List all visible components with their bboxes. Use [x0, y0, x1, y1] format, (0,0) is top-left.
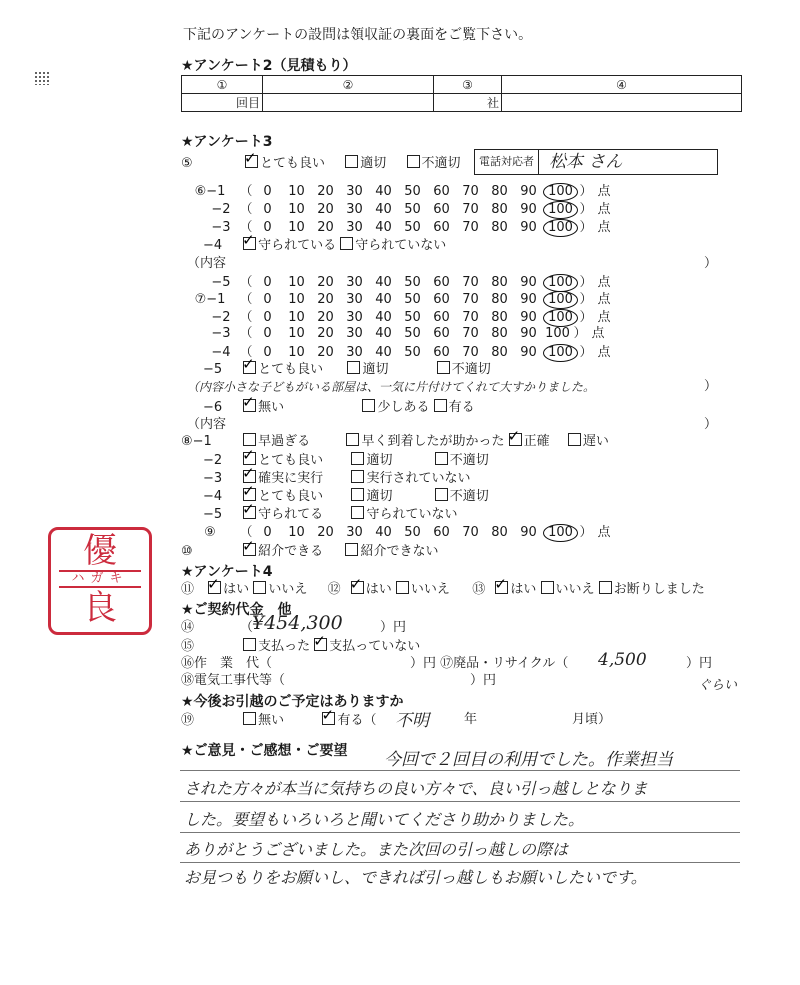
r82-bad-check[interactable]: [435, 452, 448, 465]
score-option[interactable]: 60: [433, 275, 450, 290]
scale-close: ）: [579, 275, 593, 290]
score-option[interactable]: 50: [404, 184, 421, 199]
score-option[interactable]: 10: [288, 292, 305, 307]
r85-row: [181, 506, 457, 523]
r82-good: とても良い: [258, 453, 324, 468]
future-year-value: 不明: [395, 711, 429, 731]
score-option[interactable]: 20: [317, 184, 334, 199]
q12-yes-check[interactable]: [351, 581, 364, 594]
r75-label: −5: [203, 362, 223, 377]
r10-cannot: 紹介できない: [360, 544, 439, 559]
scale-open: （: [239, 184, 253, 199]
r83-notdone-check[interactable]: [351, 470, 364, 483]
scale-close: ）: [579, 220, 593, 235]
scan-speckle: [34, 71, 50, 85]
score-option[interactable]: 40: [375, 525, 392, 540]
r10-cannot-check[interactable]: [345, 543, 358, 556]
score-option[interactable]: 10: [288, 326, 305, 341]
score-option[interactable]: 10: [288, 310, 305, 325]
score-option[interactable]: 20: [317, 220, 334, 235]
score-option[interactable]: 80: [491, 202, 508, 217]
score-option[interactable]: 50: [404, 525, 421, 540]
score-option[interactable]: 10: [288, 184, 305, 199]
paid: 支払った: [258, 639, 311, 654]
score-option[interactable]: 0: [263, 345, 272, 360]
r82-bad: 不適切: [449, 453, 489, 468]
scale-open: （: [239, 326, 253, 341]
score-option[interactable]: 100: [543, 344, 578, 362]
score-option[interactable]: 90: [520, 292, 537, 307]
r84-bad-check[interactable]: [435, 488, 448, 501]
r81-exact-check[interactable]: [509, 433, 522, 446]
stamp-bottom: 良: [83, 588, 117, 628]
q13-yes: はい: [510, 582, 537, 597]
score-option[interactable]: 0: [263, 525, 272, 540]
score-option[interactable]: 20: [317, 525, 334, 540]
contract-n14: ⑭: [181, 620, 195, 635]
q5-good-check[interactable]: [245, 155, 258, 168]
score-row-label: ⑦−1: [194, 292, 226, 307]
scale-close: ）: [573, 326, 587, 341]
score-option[interactable]: 40: [375, 292, 392, 307]
score-option[interactable]: 60: [433, 326, 450, 341]
r76-little: 少しある: [377, 400, 430, 415]
score-row-label: ⑨: [204, 525, 216, 540]
r64-close: ）: [704, 256, 718, 271]
score-option[interactable]: 40: [375, 345, 392, 360]
r75-ok: 適切: [362, 362, 389, 377]
score-option[interactable]: 100: [543, 201, 578, 219]
estimate-table: [181, 75, 742, 112]
q11-no: いいえ: [268, 582, 308, 597]
score-option[interactable]: 0: [263, 184, 272, 199]
score-option[interactable]: 30: [346, 345, 363, 360]
r75-close: ）: [704, 379, 718, 394]
score-option[interactable]: 0: [263, 220, 272, 235]
paid-check[interactable]: [243, 638, 256, 651]
scale-close: ）: [579, 345, 593, 360]
score-option[interactable]: 30: [346, 220, 363, 235]
r81-label: ⑧−1: [181, 434, 212, 449]
score-option[interactable]: 100: [543, 219, 578, 237]
q5-bad-check[interactable]: [407, 155, 420, 168]
comment-rule-3: [180, 832, 740, 833]
r82-row: [181, 452, 489, 469]
r84-good: とても良い: [258, 489, 324, 504]
r76-content: （内容: [187, 417, 227, 432]
score-option[interactable]: 50: [404, 310, 421, 325]
r82-ok-check[interactable]: [351, 452, 364, 465]
future-none: 無い: [258, 713, 285, 728]
r83-done: 確実に実行: [258, 471, 324, 486]
score-unit: 点: [597, 292, 611, 307]
score-row-label: −2: [211, 202, 231, 217]
score-option[interactable]: 60: [433, 345, 450, 360]
score-unit: 点: [597, 202, 611, 217]
recycle-amount: 4,500: [598, 650, 647, 670]
score-option[interactable]: 70: [462, 292, 479, 307]
score-option[interactable]: 20: [317, 292, 334, 307]
score-option[interactable]: 80: [491, 326, 508, 341]
r75-good-check[interactable]: [243, 361, 256, 374]
score-option[interactable]: 10: [288, 345, 305, 360]
score-row-label: −3: [211, 220, 231, 235]
q4-row: [181, 581, 705, 598]
comment-line-2: された方々が本当に気持ちの良い方々で、良い引っ越しとなりま: [184, 779, 648, 798]
score-option[interactable]: 80: [491, 184, 508, 199]
score-row-label: −4: [211, 345, 231, 360]
score-option[interactable]: 70: [462, 184, 479, 199]
q5-good: とても良い: [259, 156, 325, 171]
future-none-check[interactable]: [243, 712, 256, 725]
rating-stamp: [48, 527, 152, 635]
score-option[interactable]: 10: [288, 525, 305, 540]
est-company: 社: [434, 94, 502, 112]
est-col-3: ③: [434, 76, 502, 94]
comments-title: ★ご意見・ご感想・ご要望: [181, 743, 348, 759]
est-col-2: ②: [263, 76, 434, 94]
r75-ok-check[interactable]: [347, 361, 360, 374]
score-option[interactable]: 100: [543, 183, 578, 201]
r81-early: 早過ぎる: [258, 434, 311, 449]
q11-num: ⑪: [181, 582, 195, 597]
est-col-1: ①: [182, 76, 263, 94]
score-option[interactable]: 90: [520, 345, 537, 360]
score-row: [181, 291, 614, 309]
score-option[interactable]: 30: [346, 310, 363, 325]
r76-none-check[interactable]: [243, 399, 256, 412]
r76-little-check[interactable]: [362, 399, 375, 412]
r83-row: [181, 470, 470, 487]
q5-row: [181, 155, 461, 172]
scale-open: （: [239, 202, 253, 217]
comment-rule-2: [180, 801, 740, 802]
r64-row: [181, 237, 446, 254]
score-option[interactable]: 70: [462, 310, 479, 325]
score-option[interactable]: 10: [288, 275, 305, 290]
score-option[interactable]: 90: [520, 275, 537, 290]
score-unit: 点: [591, 326, 605, 341]
q13-num: ⑬: [472, 582, 486, 597]
score-option[interactable]: 90: [520, 202, 537, 217]
scale-open: （: [239, 345, 253, 360]
comment-line-5: お見つもりをお願いし、できれば引っ越しもお願いしたいです。: [184, 868, 647, 887]
r85-notkept: 守られていない: [366, 507, 458, 522]
r10-can: 紹介できる: [258, 544, 324, 559]
q4-title: ★アンケート4: [181, 564, 273, 580]
score-option[interactable]: 70: [462, 275, 479, 290]
r85-label: −5: [203, 507, 223, 522]
r76-yes: 有る: [448, 400, 475, 415]
score-option[interactable]: 20: [317, 310, 334, 325]
score-unit: 点: [597, 275, 611, 290]
comment-line-4: ありがとうございました。また次回の引っ越しの際は: [184, 840, 569, 859]
r85-notkept-check[interactable]: [351, 506, 364, 519]
q13-no-check[interactable]: [541, 581, 554, 594]
q12-no: いいえ: [410, 582, 450, 597]
score-option[interactable]: 30: [346, 184, 363, 199]
r64-kept: 守られている: [258, 238, 337, 253]
score-option[interactable]: 0: [263, 292, 272, 307]
est-cell-2: [263, 94, 434, 112]
score-row: [181, 201, 614, 219]
stamp-top: 優: [83, 531, 117, 571]
score-option[interactable]: 30: [346, 202, 363, 217]
comment-rule-1: [180, 770, 740, 771]
score-option[interactable]: 10: [288, 220, 305, 235]
score-option[interactable]: 0: [263, 310, 272, 325]
n17: ）円 ⑰廃品・リサイクル（: [410, 656, 569, 671]
score-option[interactable]: 10: [288, 202, 305, 217]
r76-row: [181, 399, 475, 416]
q12-no-check[interactable]: [396, 581, 409, 594]
contract-title: ★ご契約代金 他: [181, 602, 292, 618]
r75-good: とても良い: [258, 362, 324, 377]
score-option[interactable]: 60: [433, 310, 450, 325]
r64-notkept: 守られていない: [355, 238, 447, 253]
r76-label: −6: [203, 400, 223, 415]
yen3: ）円: [470, 673, 497, 688]
score-row-label: ⑥−1: [194, 184, 226, 199]
r76-yes-check[interactable]: [434, 399, 447, 412]
score-option[interactable]: 100: [543, 291, 578, 309]
score-option[interactable]: 50: [404, 345, 421, 360]
r84-label: −4: [203, 489, 223, 504]
score-option[interactable]: 70: [462, 202, 479, 217]
est-times: 回目: [182, 94, 263, 112]
r75-bad-check[interactable]: [437, 361, 450, 374]
r64-label: −4: [203, 238, 223, 253]
q12-yes: はい: [365, 582, 392, 597]
scale-close: ）: [579, 310, 593, 325]
score-row: [181, 274, 614, 292]
score-row: [181, 309, 614, 327]
future-year: 年: [464, 712, 478, 727]
score-option[interactable]: 50: [404, 202, 421, 217]
scale-open: （: [239, 220, 253, 235]
unpaid: 支払っていない: [329, 639, 421, 654]
score-option[interactable]: 30: [346, 292, 363, 307]
r84-ok: 適切: [366, 489, 393, 504]
unpaid-check[interactable]: [314, 638, 327, 651]
score-option[interactable]: 90: [520, 184, 537, 199]
approx-note: ぐらい: [698, 678, 738, 693]
score-unit: 点: [597, 184, 611, 199]
score-option[interactable]: 70: [462, 326, 479, 341]
r84-ok-check[interactable]: [351, 488, 364, 501]
future-month: 月頃）: [572, 712, 612, 727]
comment-line-3: した。要望もいろいろと聞いてくださり助かりました。: [184, 810, 585, 829]
tel-label: 電話対応者: [475, 150, 539, 174]
score-option[interactable]: 30: [346, 275, 363, 290]
r75-bad: 不適切: [451, 362, 491, 377]
score-option[interactable]: 20: [317, 326, 334, 341]
future-yes-check[interactable]: [322, 712, 335, 725]
future-row: [181, 712, 376, 729]
r81-help: 早く到着したが助かった: [361, 434, 505, 449]
contract-open: （: [240, 620, 254, 635]
score-unit: 点: [597, 310, 611, 325]
score-option[interactable]: 20: [317, 202, 334, 217]
q11-yes-check[interactable]: [208, 581, 221, 594]
score-option[interactable]: 0: [263, 275, 272, 290]
r84-row: [181, 488, 489, 505]
score-option[interactable]: 60: [433, 525, 450, 540]
score-row: [181, 326, 608, 342]
q3-title: ★アンケート3: [181, 134, 273, 150]
scale-open: （: [239, 275, 253, 290]
score-option[interactable]: 70: [462, 220, 479, 235]
top-note: 下記のアンケートの設問は領収証の裏面をご覧下さい。: [183, 27, 533, 43]
r64-content: （内容: [187, 256, 227, 271]
score-option[interactable]: 90: [520, 310, 537, 325]
contract-paid-row: [181, 638, 420, 655]
tel-name: 松本 さん: [549, 152, 623, 172]
scale-close: ）: [579, 525, 593, 540]
score-option[interactable]: 50: [404, 326, 421, 341]
r83-notdone: 実行されていない: [366, 471, 471, 486]
score-option[interactable]: 50: [404, 275, 421, 290]
score-option[interactable]: 50: [404, 292, 421, 307]
score-option[interactable]: 60: [433, 202, 450, 217]
q13-yes-check[interactable]: [495, 581, 508, 594]
q13-no: いいえ: [555, 582, 595, 597]
yen2: ）円: [686, 656, 713, 671]
r75-row: [181, 361, 491, 378]
r84-bad: 不適切: [449, 489, 489, 504]
q5-num: ⑤: [181, 156, 193, 171]
score-option[interactable]: 60: [433, 292, 450, 307]
score-option[interactable]: 100: [543, 309, 578, 327]
q11-yes: はい: [223, 582, 250, 597]
r10-row: [181, 543, 438, 560]
score-option[interactable]: 90: [520, 220, 537, 235]
score-option[interactable]: 0: [263, 202, 272, 217]
scale-open: （: [239, 310, 253, 325]
score-option[interactable]: 70: [462, 345, 479, 360]
score-option[interactable]: 80: [491, 345, 508, 360]
q11-no-check[interactable]: [253, 581, 266, 594]
score-option[interactable]: 40: [375, 202, 392, 217]
contract-yen: ）円: [380, 620, 407, 635]
score-option[interactable]: 20: [317, 275, 334, 290]
score-option[interactable]: 80: [491, 310, 508, 325]
est-col-4: ④: [502, 76, 742, 94]
q2-title: ★アンケート2（見積もり）: [181, 58, 357, 74]
r81-exact: 正確: [523, 434, 550, 449]
score-row-label: −2: [211, 310, 231, 325]
r85-kept-check[interactable]: [243, 506, 256, 519]
scale-close: ）: [579, 184, 593, 199]
future-n19: ⑲: [181, 713, 195, 728]
r76-close: ）: [704, 417, 718, 432]
score-option[interactable]: 100: [545, 326, 570, 341]
q13-decline-check[interactable]: [599, 581, 612, 594]
r81-early-check[interactable]: [243, 433, 256, 446]
score-unit: 点: [597, 525, 611, 540]
score-option[interactable]: 30: [346, 326, 363, 341]
r82-label: −2: [203, 453, 223, 468]
n18: ⑱電気工事代等（: [181, 673, 286, 688]
future-title: ★今後お引越のご予定はありますか: [181, 694, 404, 710]
q5-ok-check[interactable]: [345, 155, 358, 168]
score-option[interactable]: 0: [263, 326, 272, 341]
est-cell-4: [502, 94, 742, 112]
score-unit: 点: [597, 220, 611, 235]
score-option[interactable]: 40: [375, 275, 392, 290]
r10-label: ⑩: [181, 544, 193, 559]
scale-close: ）: [579, 202, 593, 217]
r85-kept: 守られてる: [258, 507, 324, 522]
score-row: [181, 183, 614, 201]
scale-open: （: [239, 292, 253, 307]
n16: ⑯作 業 代（: [181, 656, 273, 671]
score-option[interactable]: 80: [491, 525, 508, 540]
score-option[interactable]: 60: [433, 184, 450, 199]
r81-late: 遅い: [582, 434, 609, 449]
r82-ok: 適切: [366, 453, 393, 468]
r81-late-check[interactable]: [568, 433, 581, 446]
stamp-mid: ハガキ: [59, 570, 141, 588]
scale-close: ）: [579, 292, 593, 307]
score-option[interactable]: 100: [543, 524, 578, 542]
comment-rule-4: [180, 862, 740, 863]
score-option[interactable]: 90: [520, 326, 537, 341]
score-unit: 点: [597, 345, 611, 360]
tel-box: [474, 149, 718, 175]
r64-notkept-check[interactable]: [340, 237, 353, 250]
score-option[interactable]: 60: [433, 220, 450, 235]
r83-label: −3: [203, 471, 223, 486]
score-row-label: −3: [211, 326, 231, 341]
score-option[interactable]: 80: [491, 292, 508, 307]
score-option[interactable]: 40: [375, 326, 392, 341]
score-option[interactable]: 80: [491, 275, 508, 290]
score-option[interactable]: 80: [491, 220, 508, 235]
score-option[interactable]: 40: [375, 310, 392, 325]
score-option[interactable]: 40: [375, 220, 392, 235]
r81-help-check[interactable]: [346, 433, 359, 446]
r64-kept-check[interactable]: [243, 237, 256, 250]
score-option[interactable]: 30: [346, 525, 363, 540]
future-yes: 有る（: [337, 713, 377, 728]
contract-amount: ¥454,300: [252, 612, 343, 634]
comment-line-1: 今回で２回目の利用でした。作業担当: [384, 750, 673, 770]
q5-bad: 不適切: [421, 156, 461, 171]
score-option[interactable]: 90: [520, 525, 537, 540]
score-option[interactable]: 70: [462, 525, 479, 540]
contract-n15: ⑮: [181, 639, 195, 654]
score-option[interactable]: 100: [543, 274, 578, 292]
r10-can-check[interactable]: [243, 543, 256, 556]
q13-decline: お断りしました: [613, 582, 705, 597]
scale-open: （: [239, 525, 253, 540]
q5-ok: 適切: [360, 156, 387, 171]
score-option[interactable]: 20: [317, 345, 334, 360]
score-option[interactable]: 50: [404, 220, 421, 235]
r75-note: （内容小さな子どもがいる部屋は、一気に片付けてくれて大すかりました。: [187, 380, 596, 394]
r76-none: 無い: [258, 400, 285, 415]
score-option[interactable]: 40: [375, 184, 392, 199]
q12-num: ⑫: [327, 582, 341, 597]
score-row-label: −5: [211, 275, 231, 290]
